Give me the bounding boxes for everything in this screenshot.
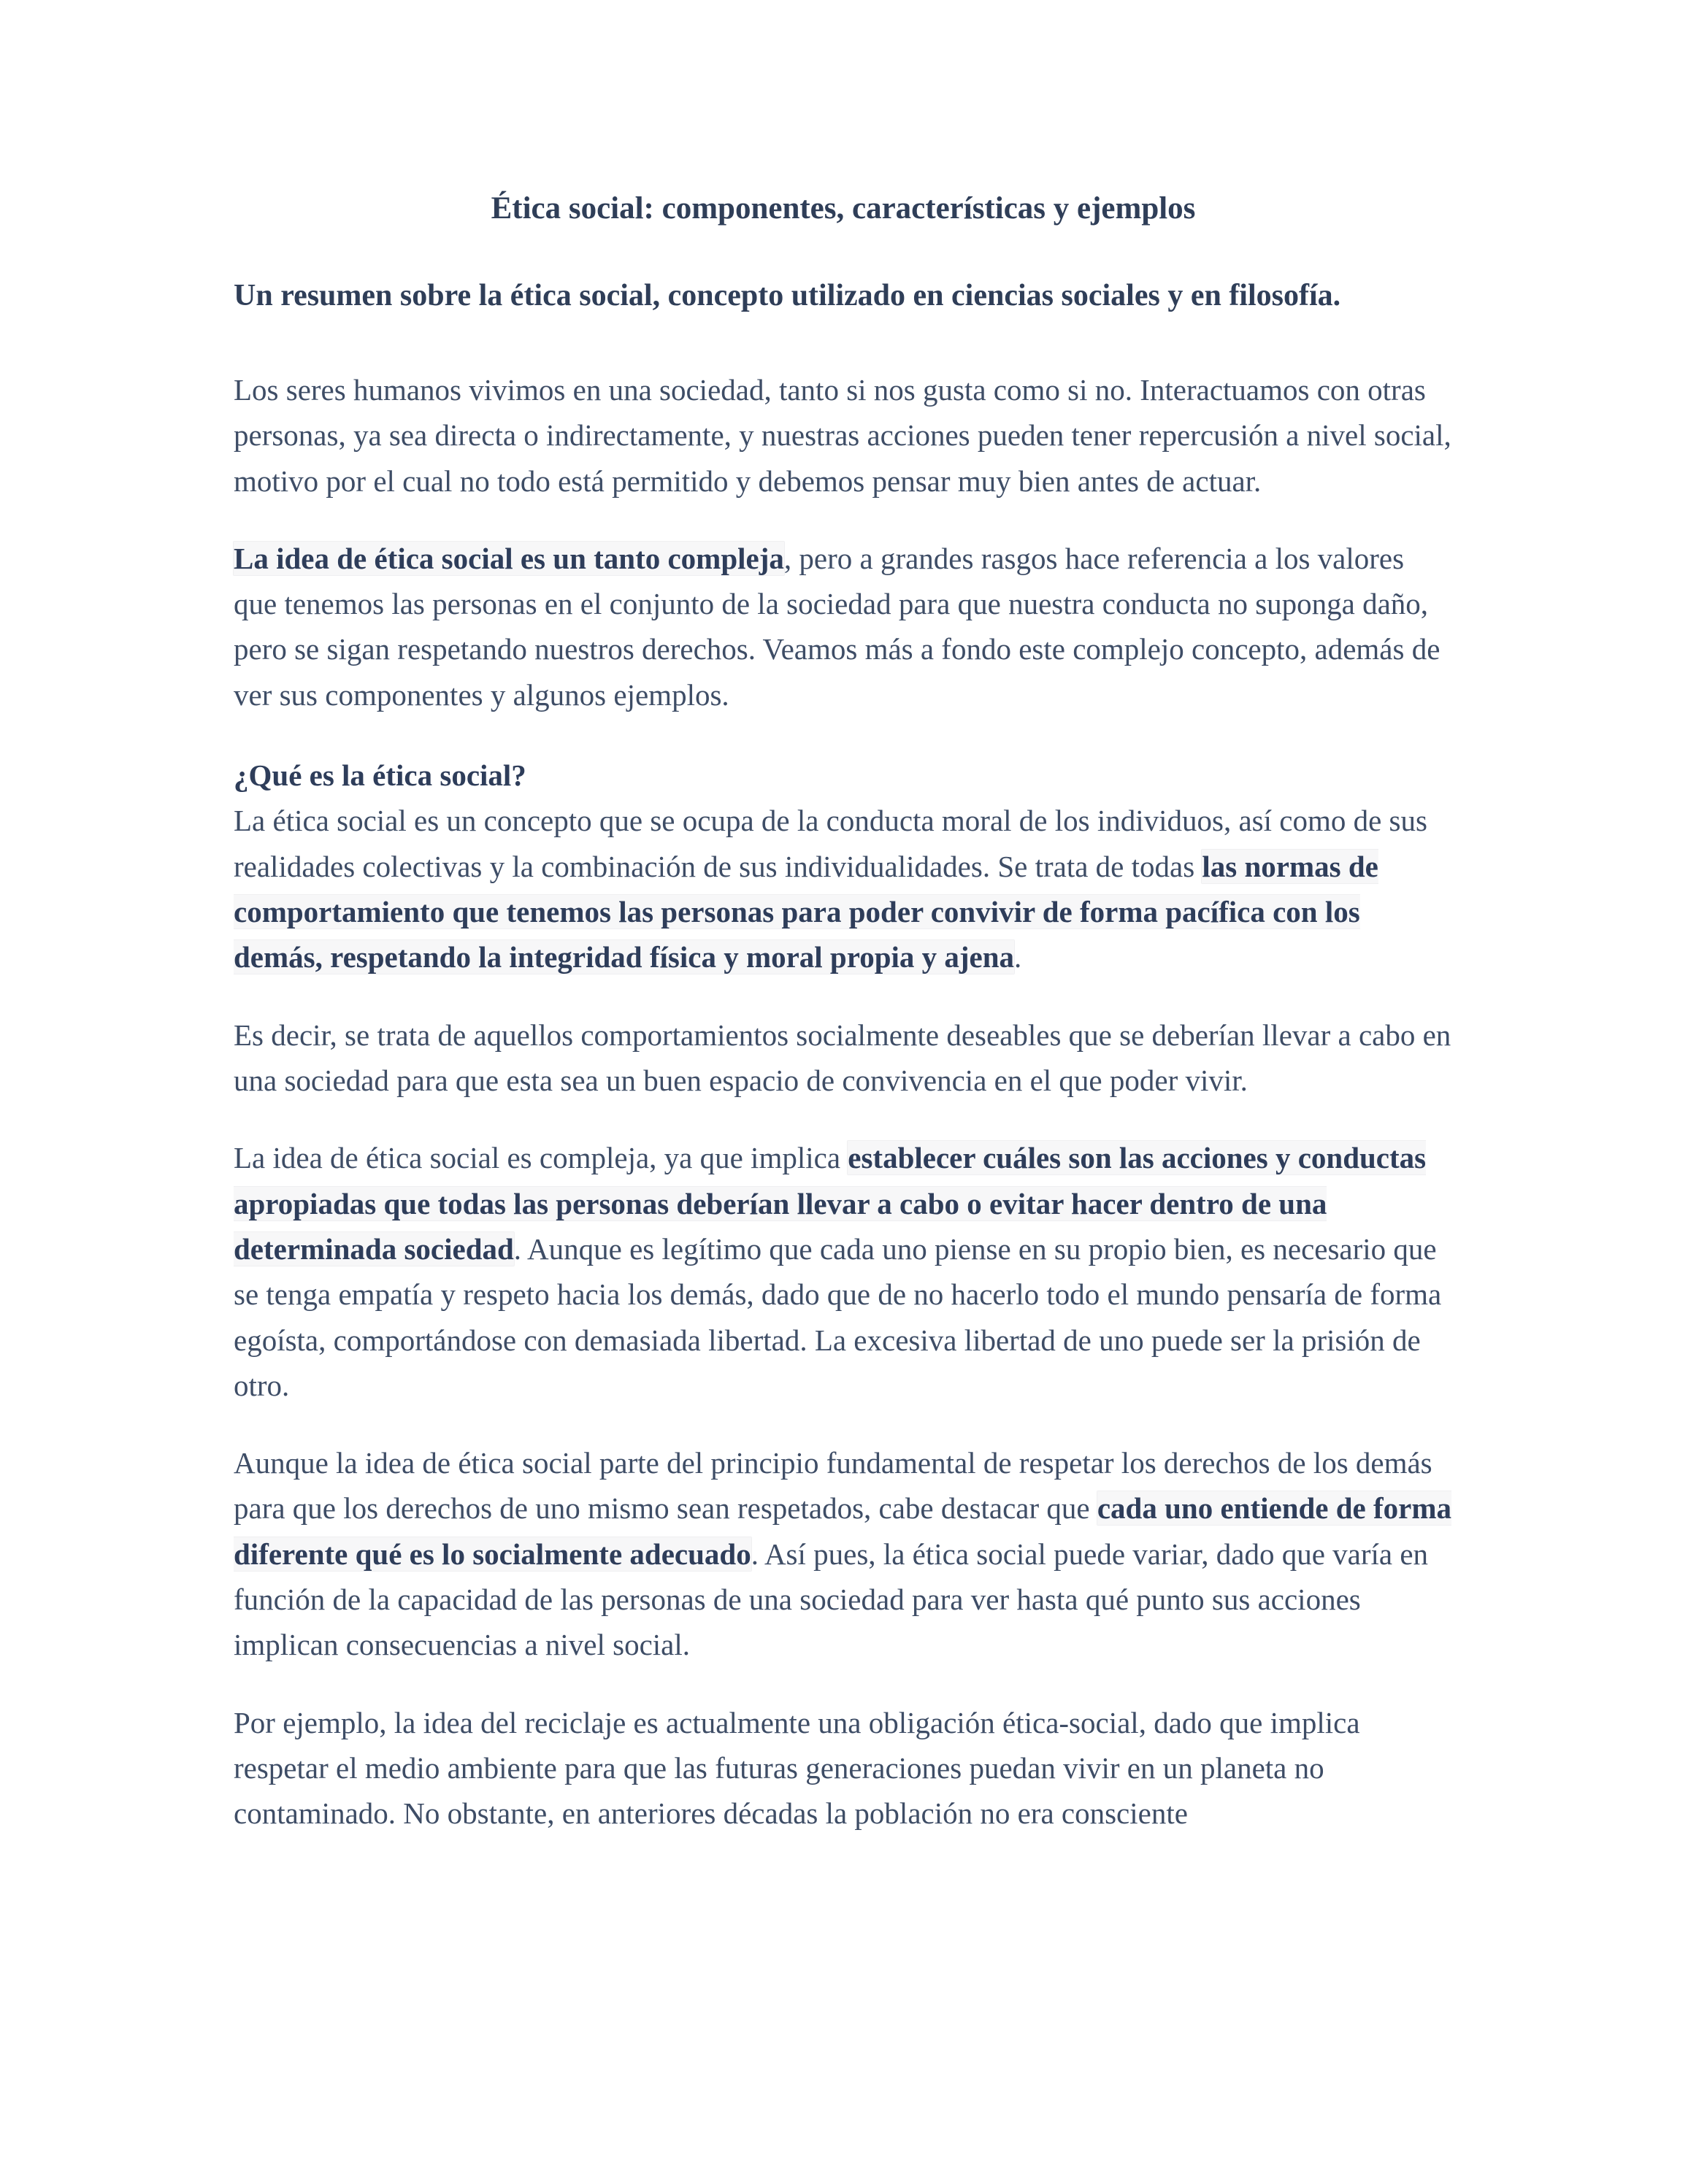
bold-text-run: ¿Qué es la ética social? xyxy=(234,758,526,793)
text-run: . xyxy=(1014,940,1022,974)
text-run: . Aunque es legítimo que cada uno piense en su propio bien, es necesario que se tenga empatía y respeto hacia los demás, dado que de no hacerlo todo el mundo pensaría de forma egoísta, comportándose con demasiada libertad. La excesiva libertad de uno puede ser la prisión de otro. xyxy=(234,1231,1442,1402)
document-subtitle: Un resumen sobre la ética social, concepto utilizado en ciencias sociales y en filosofía. xyxy=(234,278,1341,312)
section-heading xyxy=(234,753,1453,798)
paragraph xyxy=(234,798,1453,980)
paragraph xyxy=(234,536,1453,718)
bold-text-run: las normas de comportamiento que tenemos las personas para poder convivir de forma pacífica con los demás, respetando la integridad física y moral propia y ajena xyxy=(234,849,1378,974)
paragraph xyxy=(234,1135,1453,1408)
text-run: , pero a grandes rasgos hace referencia a los valores que tenemos las personas en el conjunto de la sociedad para que nuestra conducta no suponga daño, pero se sigan respetando nuestros derechos. Veamos más a fondo este complejo concepto, además de ver sus componentes y algunos ejemplos. xyxy=(234,541,1440,712)
bold-text-run: cada uno entiende de forma diferente qué es lo socialmente adecuado xyxy=(234,1491,1452,1571)
text-run: Es decir, se trata de aquellos comportamientos socialmente deseables que se deberían llevar a cabo en una sociedad para que esta sea un buen espacio de convivencia en el que poder vivir. xyxy=(234,1018,1451,1097)
bold-text-run: La idea de ética social es un tanto compleja xyxy=(234,541,784,575)
paragraph xyxy=(234,1700,1453,1837)
text-run: Por ejemplo, la idea del reciclaje es actualmente una obligación ética-social, dado que implica respetar el medio ambiente para que las futuras generaciones puedan vivir en un planeta no contaminado. No obstante, en anteriores décadas la población no era consciente xyxy=(234,1705,1360,1831)
text-run: . Así pues, la ética social puede variar, dado que varía en función de la capacidad de las personas de una sociedad para ver hasta qué punto sus acciones implican consecuencias a nivel social. xyxy=(234,1537,1429,1662)
document-title: Ética social: componentes, características y ejemplos xyxy=(491,191,1196,226)
text-run: Aunque la idea de ética social parte del principio fundamental de respetar los derechos de los demás para que los derechos de uno mismo sean respetados, cabe destacar que xyxy=(234,1446,1432,1526)
document-body xyxy=(234,367,1453,1837)
paragraph xyxy=(234,367,1453,504)
text-run: La idea de ética social es compleja, ya que implica xyxy=(234,1141,848,1175)
paragraph xyxy=(234,1440,1453,1668)
bold-text-run: establecer cuáles son las acciones y conductas apropiadas que todas las personas deberían llevar a cabo o evitar hacer dentro de una determinada sociedad xyxy=(234,1141,1427,1266)
text-run: La ética social es un concepto que se ocupa de la conducta moral de los individuos, así como de sus realidades colectivas y la combinación de sus individualidades. Se trata de todas xyxy=(234,804,1427,883)
text-run: Los seres humanos vivimos en una sociedad, tanto si nos gusta como si no. Interactuamos con otras personas, ya sea directa o indirectamente, y nuestras acciones pueden tener repercusión a nivel social, motivo por el cual no todo está permitido y debemos pensar muy bien antes de actuar. xyxy=(234,372,1451,498)
paragraph xyxy=(234,1012,1453,1104)
